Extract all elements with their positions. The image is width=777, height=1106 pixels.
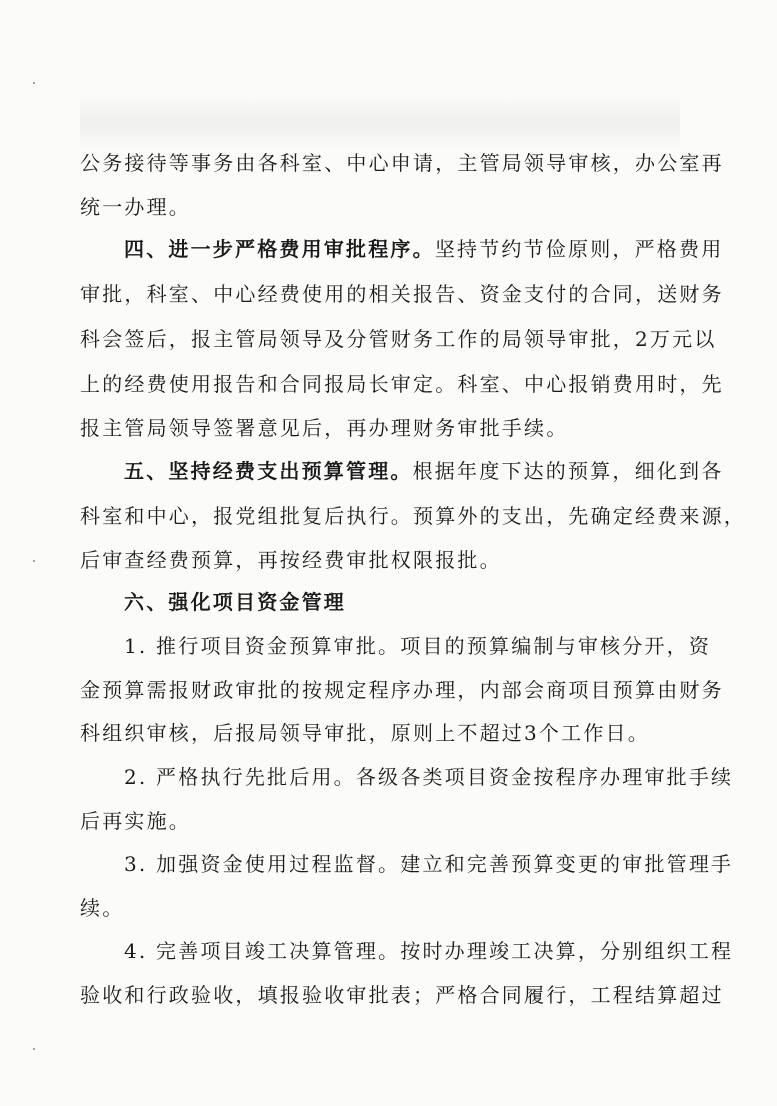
section-heading: 四、进一步严格费用审批程序。 (124, 237, 435, 261)
paragraph-line (80, 547, 502, 573)
section-heading: 五、坚持经费支出预算管理。 (124, 459, 413, 483)
line-text: 科室和中心，报党组批复后执行。预算外的支出，先确定经费来源， (80, 504, 746, 528)
line-text: 坚持节约节俭原则，严格费用 (434, 237, 724, 261)
section-heading-line (124, 236, 723, 262)
paragraph-line (80, 150, 724, 176)
line-text: 科组织审核，后报局领导审批，原则上不超过3个工作日。 (80, 721, 650, 745)
paragraph-line (124, 764, 733, 790)
line-text: 4. 完善项目竣工决算管理。按时办理竣工决算，分别组织工程 (124, 939, 734, 963)
paragraph-line (80, 895, 124, 921)
scan-speck (33, 82, 35, 84)
line-text: 根据年度下达的预算，细化到各 (412, 459, 724, 483)
line-text: 金预算需报财政审批的按规定程序办理，内部会商项目预算由财务 (80, 678, 724, 702)
line-text: 统一办理。 (80, 195, 191, 219)
section-heading-line (124, 589, 346, 615)
paragraph-line (124, 633, 711, 659)
paragraph-line (80, 677, 724, 703)
line-text: 审批，科室、中心经费使用的相关报告、资金支付的合同，送财务 (80, 282, 724, 306)
line-text: 后审查经费预算，再按经费审批权限报批。 (80, 548, 502, 572)
line-text: 后再实施。 (80, 809, 191, 833)
scan-speck (33, 560, 35, 562)
line-text: 报主管局领导签署意见后，再办理财务审批手续。 (80, 416, 569, 440)
paragraph-line (80, 326, 717, 352)
paragraph-line (80, 415, 568, 441)
paragraph-line (80, 982, 724, 1008)
paragraph-line (80, 281, 724, 307)
paragraph-line (80, 371, 724, 397)
paragraph-line (80, 720, 650, 746)
section-heading-line (124, 458, 723, 484)
line-text: 2. 严格执行先批后用。各级各类项目资金按程序办理审批手续 (124, 765, 734, 789)
line-text: 科会签后，报主管局领导及分管财务工作的局领导审批，2万元以 (80, 327, 717, 351)
paragraph-line (80, 808, 191, 834)
paragraph-line (124, 851, 733, 877)
line-text: 续。 (80, 896, 125, 920)
paragraph-line (124, 938, 733, 964)
line-text: 公务接待等事务由各科室、中心申请，主管局领导审核，办公室再 (80, 151, 724, 175)
line-text: 上的经费使用报告和合同报局长审定。科室、中心报销费用时，先 (80, 372, 724, 396)
line-text: 验收和行政验收，填报验收审批表；严格合同履行，工程结算超过 (80, 983, 724, 1007)
paragraph-line (80, 503, 746, 529)
scan-speck (33, 1048, 35, 1050)
line-text: 1. 推行项目资金预算审批。项目的预算编制与审核分开，资 (124, 634, 712, 658)
bleed-through-shadow (80, 96, 680, 148)
line-text: 3. 加强资金使用过程监督。建立和完善预算变更的审批管理手 (124, 852, 734, 876)
section-heading: 六、强化项目资金管理 (124, 590, 346, 614)
paragraph-line (80, 194, 191, 220)
